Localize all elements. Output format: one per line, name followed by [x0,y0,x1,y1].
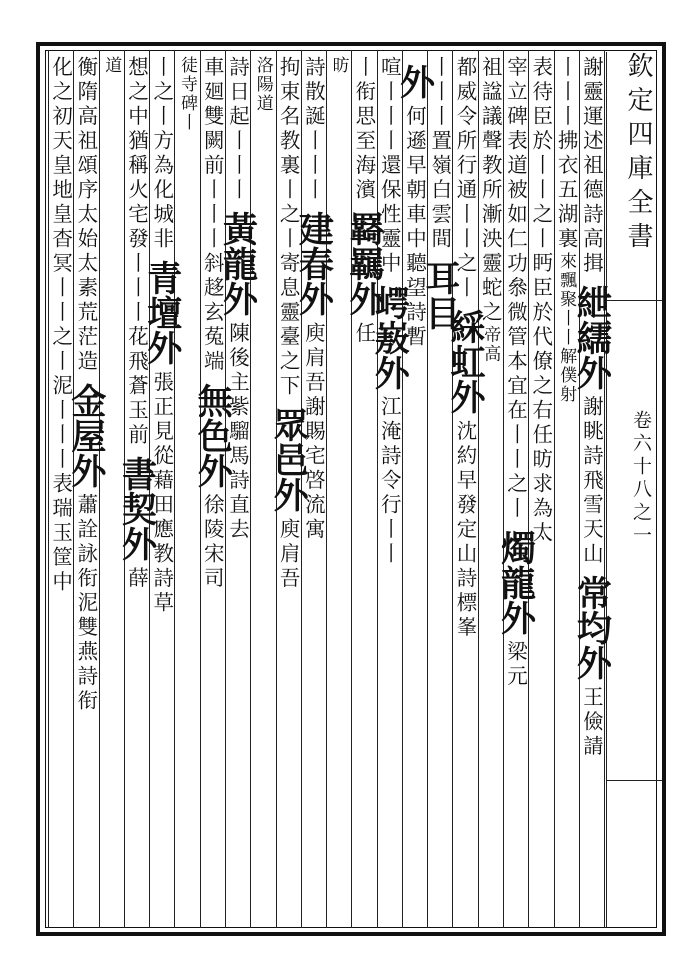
headword: 耳目 [419,260,461,330]
headword: 燭龍外 [495,529,537,635]
text-run: 丨之丨方為化城非 [149,56,174,252]
text-run: 詩散誕丨丨丨 [301,56,326,203]
text-run: 喧丨丨丨還保性靈中 [377,56,402,277]
headword: 建春外 [293,211,335,316]
small-note: 道 [101,56,122,75]
text-run: 丨丨丨拂衣五湖裏 [554,56,579,252]
text-run: 梁元 [503,640,528,690]
text-run: 宰立碑表道被如仁功叅微管本宜在丨丨之丨 [503,56,528,522]
headword: 書契外 [116,456,158,561]
text-run: 丨衔思至海濱 [351,56,376,203]
text-run: 表待臣於丨丨之丨眄臣於代僚之右任昉求為太 [528,56,553,546]
headword: 羇羈外 [343,211,385,316]
small-note: 洛陽道 [252,56,273,113]
headword: 無色外 [192,382,234,488]
text-run: 陳後主紫騮馬詩直去 [225,322,250,543]
small-note: 徒寺碑丨 [177,56,197,132]
text-run: 張正見從藉田應教詩草 [149,371,174,616]
headword: 外 [394,64,436,99]
text-run: 泥丨丨丨表瑞玉筐中 [48,374,73,595]
text-run: 蕭詮詠衔泥雙燕詩衔 [73,493,98,714]
text-run: 王儉請 [579,686,604,760]
headword: 黃龍外 [217,211,259,316]
text-run: 丨丨丨斜趍玄菟端 [200,178,225,375]
text-run: 庾肩吾 [276,518,301,592]
text-run: 丨之丨寄息靈臺之下 [276,178,301,399]
small-note: 解僕射 [556,347,577,404]
text-run: 衡隋高祖頌序太始太素荒茫造 [73,56,98,375]
headword: 常均外 [571,575,613,680]
headword: 綵虹外 [445,309,486,414]
text-run: 想之中猶稱火宅 [124,56,149,228]
margin-volume: 卷六十八之一 [630,410,652,548]
text-run: 詩日起丨丨丨 [225,56,250,203]
text-run: 祖諡議聲教所漸泱靈蛇之 [478,56,503,326]
text-run: 任 [351,322,376,347]
text-run: 車廻雙闕前 [200,56,225,179]
text-run: 薛 [124,567,149,592]
headword: 紲繻外 [571,284,613,390]
text-run: 江淹詩令行丨丨 [377,395,402,567]
text-run: 拘束名教裏 [276,56,301,179]
headword: 崿㟼外 [369,284,411,390]
headword: 金屋外 [65,382,107,488]
headword: 眾邑外 [268,407,310,512]
text-run: 丨丨丨置嶺白雲間 [427,56,452,252]
small-note: 帝高 [480,325,501,364]
small-note: 昉 [328,56,349,75]
text-run: 發丨丨丨花飛蒼玉前 [124,227,149,448]
text-run: 徐陵宋司 [200,493,225,592]
text-run: 沈約早發定山詩標峯 [453,420,477,641]
margin-tick [606,300,662,301]
text-run: 都威令所行通丨丨之丨 [453,56,477,301]
text-run: 何遜早朝車中聽望詩暫 [402,105,427,350]
small-note: 來飄聚丨丨 [556,252,577,347]
text-column [44,56,78,922]
text-run: 謝眺詩飛雪天山 [579,395,604,567]
text-run: 庾肩吾謝賜宅啓流寓 [301,322,326,543]
margin-title: 欽定四庫全書 [623,52,653,256]
text-run: 謝靈運述祖德詩高揖 [579,56,604,277]
headword: 青壇外 [141,260,183,365]
margin-tick-lower [606,780,662,781]
text-run: 化之初天皇地皇杳冥丨丨之丨 [48,56,73,375]
